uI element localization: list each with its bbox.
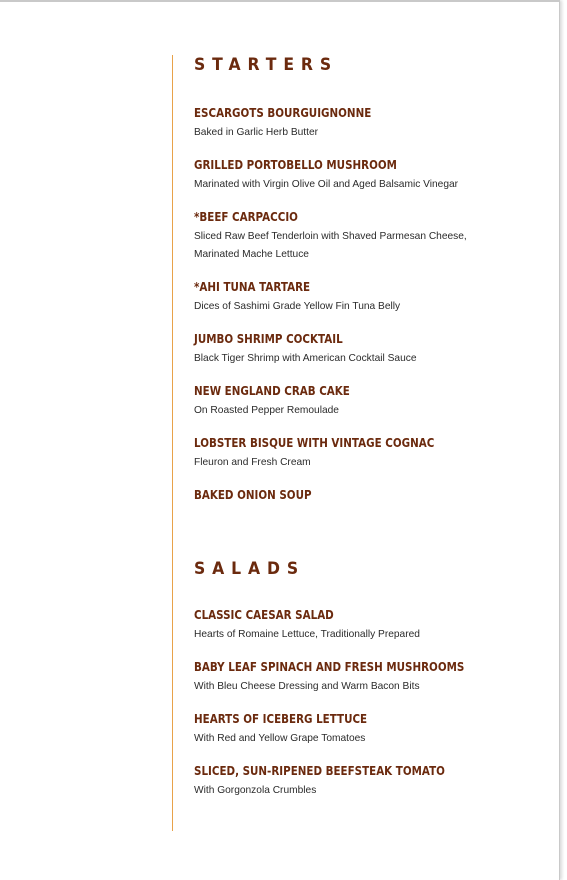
menu-item-description: On Roasted Pepper Remoulade	[194, 405, 339, 416]
menu-item	[194, 209, 544, 264]
menu-item-name: *BEEF CARPACCIO	[194, 209, 298, 224]
menu-item	[194, 157, 544, 194]
menu-item	[194, 607, 544, 644]
menu-item	[194, 331, 544, 368]
menu-item-name: BABY LEAF SPINACH AND FRESH MUSHROOMS	[194, 659, 465, 674]
menu-item-name: LOBSTER BISQUE WITH VINTAGE COGNAC	[194, 435, 435, 450]
menu-item-name: HEARTS OF ICEBERG LETTUCE	[194, 711, 368, 726]
menu-item-name: NEW ENGLAND CRAB CAKE	[194, 383, 350, 398]
starters-section	[194, 54, 544, 503]
menu-item-description: With Red and Yellow Grape Tomatoes	[194, 733, 366, 744]
menu-content	[194, 54, 544, 815]
menu-item	[194, 279, 544, 316]
menu-item-description: With Gorgonzola Crumbles	[194, 785, 317, 796]
menu-item-name: BAKED ONION SOUP	[194, 487, 312, 502]
menu-item-description: Black Tiger Shrimp with American Cocktail Sauce	[194, 353, 417, 364]
menu-item-description: With Bleu Cheese Dressing and Warm Bacon Bits	[194, 681, 420, 692]
salads-heading: SALADS	[194, 559, 306, 579]
vertical-accent-rule	[172, 55, 173, 831]
menu-item	[194, 105, 544, 142]
menu-item	[194, 711, 544, 748]
menu-item-description: Baked in Garlic Herb Butter	[194, 127, 319, 138]
menu-item-description: Dices of Sashimi Grade Yellow Fin Tuna Belly	[194, 301, 401, 312]
menu-item-description: Fleuron and Fresh Cream	[194, 457, 311, 468]
menu-item-name: *AHI TUNA TARTARE	[194, 279, 311, 294]
menu-item	[194, 659, 544, 696]
menu-item	[194, 383, 544, 420]
menu-item-name: ESCARGOTS BOURGUIGNONNE	[194, 105, 372, 120]
menu-item	[194, 435, 544, 472]
menu-item-description: Marinated with Virgin Olive Oil and Aged Balsamic Vinegar	[194, 179, 459, 190]
starters-heading: STARTERS	[194, 55, 339, 75]
menu-item-description: Hearts of Romaine Lettuce, Traditionally Prepared	[194, 629, 420, 640]
menu-item-name: CLASSIC CAESAR SALAD	[194, 607, 334, 622]
salads-section	[194, 558, 544, 800]
menu-item	[194, 763, 544, 800]
menu-item	[194, 487, 544, 503]
menu-item-name: SLICED, SUN-RIPENED BEEFSTEAK TOMATO	[194, 763, 445, 778]
menu-item-description: Sliced Raw Beef Tenderloin with Shaved Parmesan Cheese, Marinated Mache Lettuce	[194, 231, 467, 260]
menu-item-name: GRILLED PORTOBELLO MUSHROOM	[194, 157, 397, 172]
menu-item-name: JUMBO SHRIMP COCKTAIL	[194, 331, 343, 346]
